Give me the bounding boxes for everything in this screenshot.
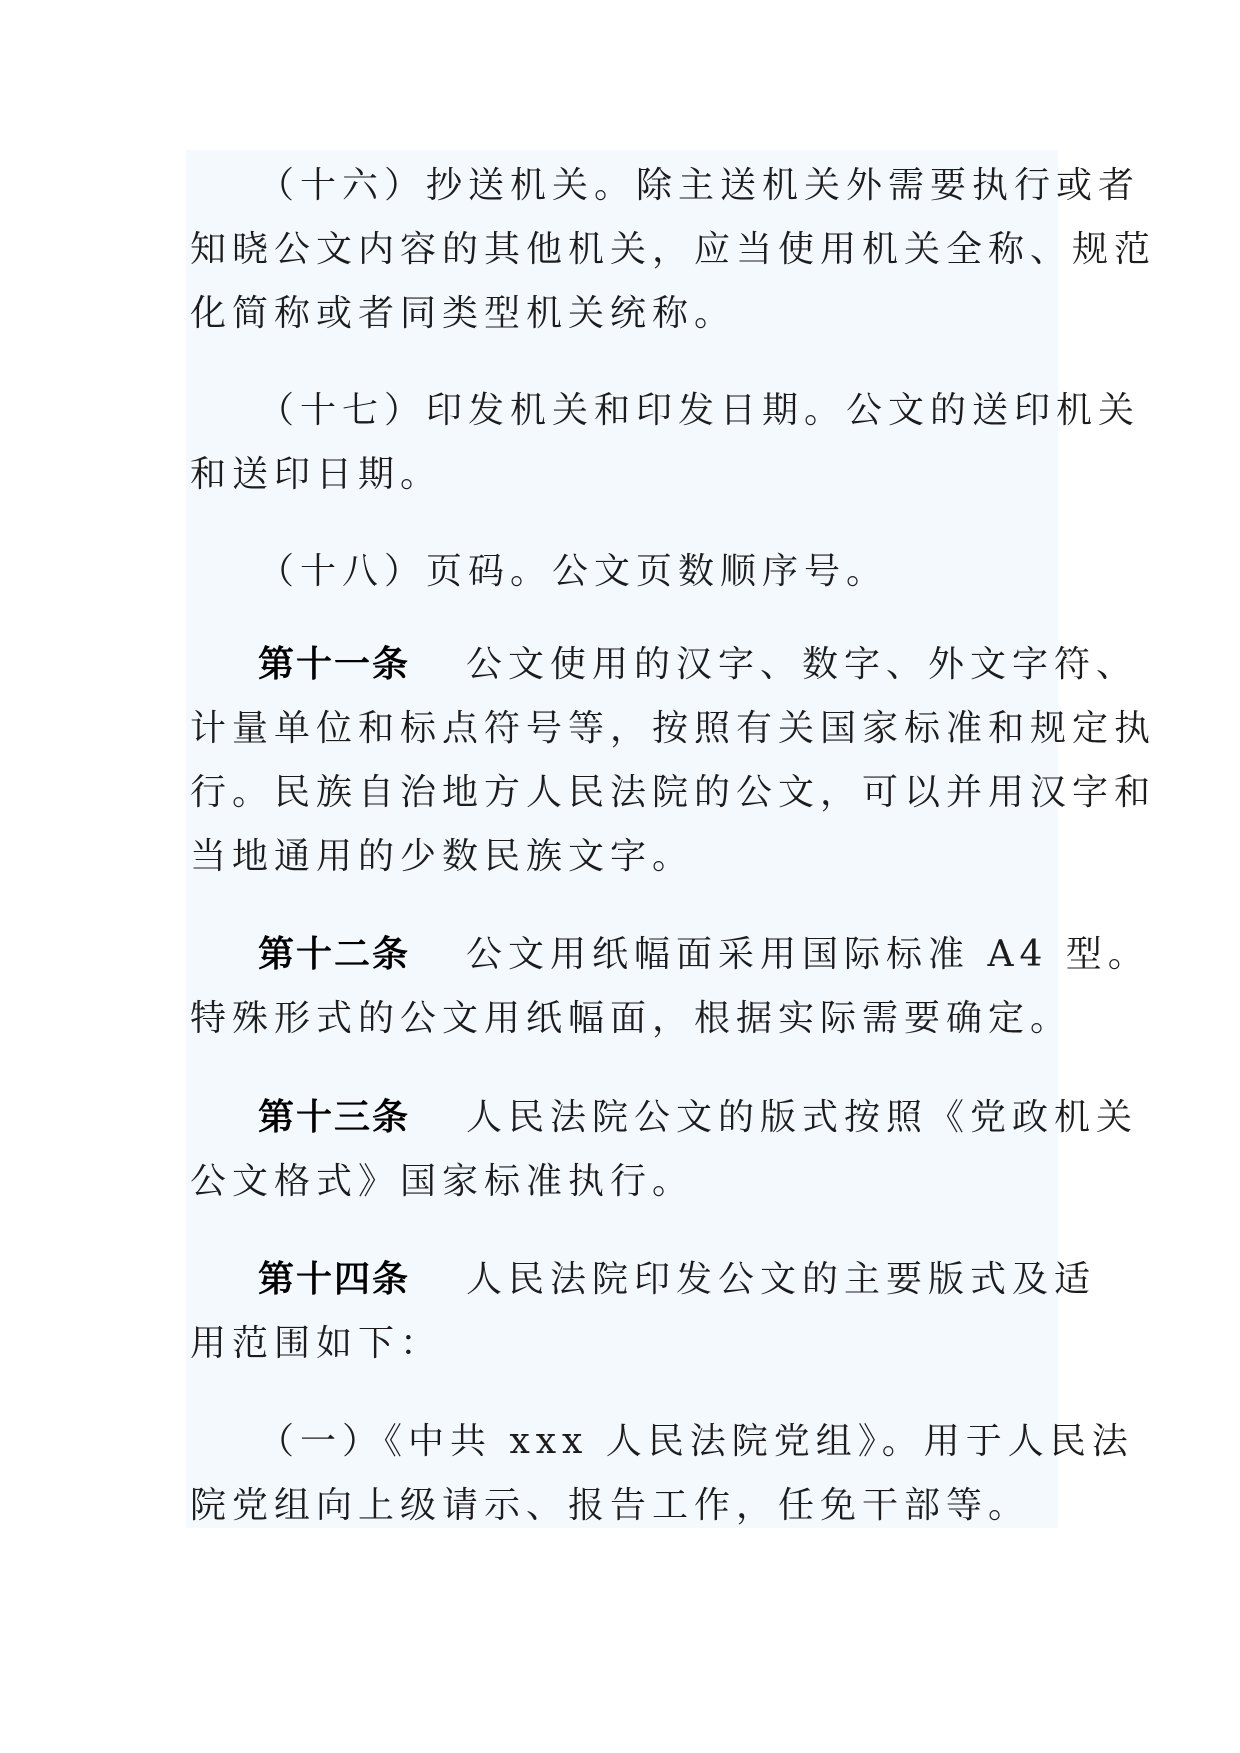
paragraph-line: （十六）抄送机关。除主送机关外需要执行或者 [258, 165, 1141, 206]
paragraph-line: 第十四条 人民法院印发公文的主要版式及适 [258, 1259, 1097, 1300]
article-title: 第十二条 [258, 934, 411, 975]
paragraph-line: 计量单位和标点符号等，按照有关国家标准和规定执 [190, 708, 1157, 749]
paragraph-line: 第十二条 公文用纸幅面采用国际标准 A4 型。 [258, 934, 1150, 975]
article-title: 第十三条 [258, 1097, 411, 1138]
paragraph-line: 用范围如下： [190, 1323, 443, 1364]
paragraph-line: 公文格式》国家标准执行。 [190, 1161, 695, 1202]
paragraph-line: 第十三条 人民法院公文的版式按照《党政机关 [258, 1097, 1139, 1138]
paragraph-line: 化简称或者同类型机关统称。 [190, 293, 737, 334]
paragraph-line: 第十一条 公文使用的汉字、数字、外文字符、 [258, 644, 1139, 685]
paragraph-line: 行。民族自治地方人民法院的公文，可以并用汉字和 [190, 772, 1157, 813]
paragraph-line: 和送印日期。 [190, 454, 443, 495]
paragraph-line: 知晓公文内容的其他机关，应当使用机关全称、规范 [190, 229, 1157, 270]
paragraph-line: 特殊形式的公文用纸幅面，根据实际需要确定。 [190, 998, 1073, 1039]
paragraph-line: （十七）印发机关和印发日期。公文的送印机关 [258, 390, 1141, 431]
paragraph-line: 当地通用的少数民族文字。 [190, 836, 695, 877]
paragraph-line: 院党组向上级请示、报告工作，任免干部等。 [190, 1485, 1031, 1526]
paragraph-line: （十八）页码。公文页数顺序号。 [258, 551, 889, 592]
article-title: 第十四条 [258, 1259, 411, 1300]
paragraph-line: （一）《中共 xxx 人民法院党组》。用于人民法 [258, 1421, 1134, 1462]
article-title: 第十一条 [258, 644, 411, 685]
